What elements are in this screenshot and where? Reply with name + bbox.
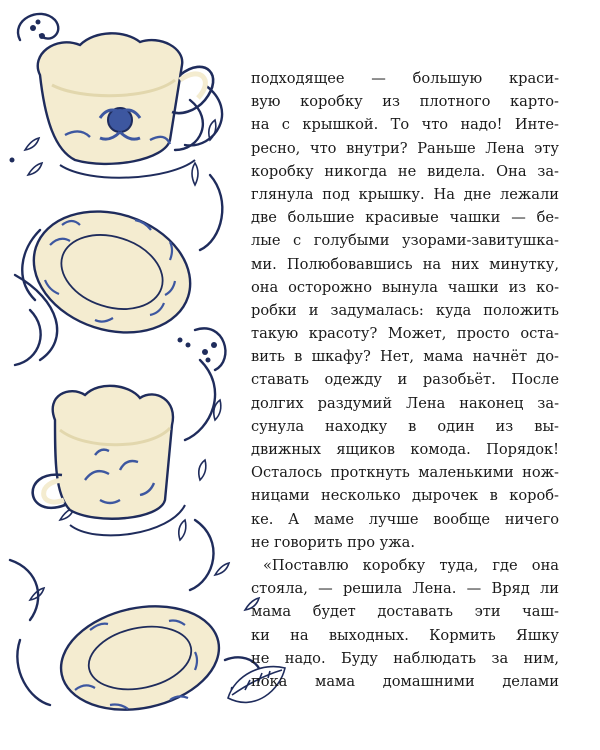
droplet-ornaments — [25, 120, 259, 610]
saucer-upper — [18, 192, 206, 352]
text-line: глянула под крышку. На дне лежали — [251, 185, 559, 203]
text-line: такую красоту? Может, просто оста- — [251, 325, 559, 343]
text-line: не говорить про ужа. — [251, 533, 416, 551]
text-line: две большие красивые чашки — бе- — [251, 209, 559, 227]
text-line: ки на выходных. Кормить Яшку — [251, 626, 559, 644]
text-line: вить в шкафу? Нет, мама начнёт до- — [251, 348, 559, 366]
text-line: ницами несколько дырочек в короб- — [251, 487, 559, 505]
teacup-top — [38, 33, 213, 177]
text-line: сунула находку в один из вы- — [251, 417, 559, 435]
text-line: ресно, что внутри? Раньше Лена эту — [251, 139, 559, 157]
text-line: ке. А маме лучше вообще ничего — [251, 510, 559, 528]
text-line: вую коробку из плотного карто- — [251, 93, 559, 111]
text-line: пока мама домашними делами — [251, 672, 559, 690]
teacup-middle — [33, 386, 185, 536]
text-line: коробку никогда не видела. Она за- — [251, 162, 559, 180]
text-line: робки и задумалась: куда положить — [251, 301, 559, 319]
text-line: долгих раздумий Лена наконец за- — [251, 394, 559, 412]
text-line: не надо. Буду наблюдать за ним, — [251, 649, 559, 667]
text-line: она осторожно вынула чашки из ко- — [251, 278, 559, 296]
text-line: стояла, — решила Лена. — Вряд ли — [251, 580, 559, 598]
story-text — [251, 67, 559, 693]
text-line: на с крышкой. То что надо! Инте- — [251, 116, 559, 134]
text-line: подходящее — большую краси- — [251, 70, 559, 87]
saucer-lower — [51, 592, 228, 723]
text-line: ми. Полюбовавшись на них минутку, — [251, 255, 559, 273]
text-line: Осталось проткнуть маленькими нож- — [251, 464, 559, 482]
text-line: ставать одежду и разобьёт. После — [251, 371, 559, 389]
text-line: лые с голубыми узорами-завитушка- — [251, 232, 559, 250]
text-line: «Поставлю коробку туда, где она — [263, 556, 559, 574]
text-line: движных ящиков комода. Порядок! — [251, 441, 559, 458]
text-line: мама будет доставать эти чаш- — [251, 603, 559, 621]
